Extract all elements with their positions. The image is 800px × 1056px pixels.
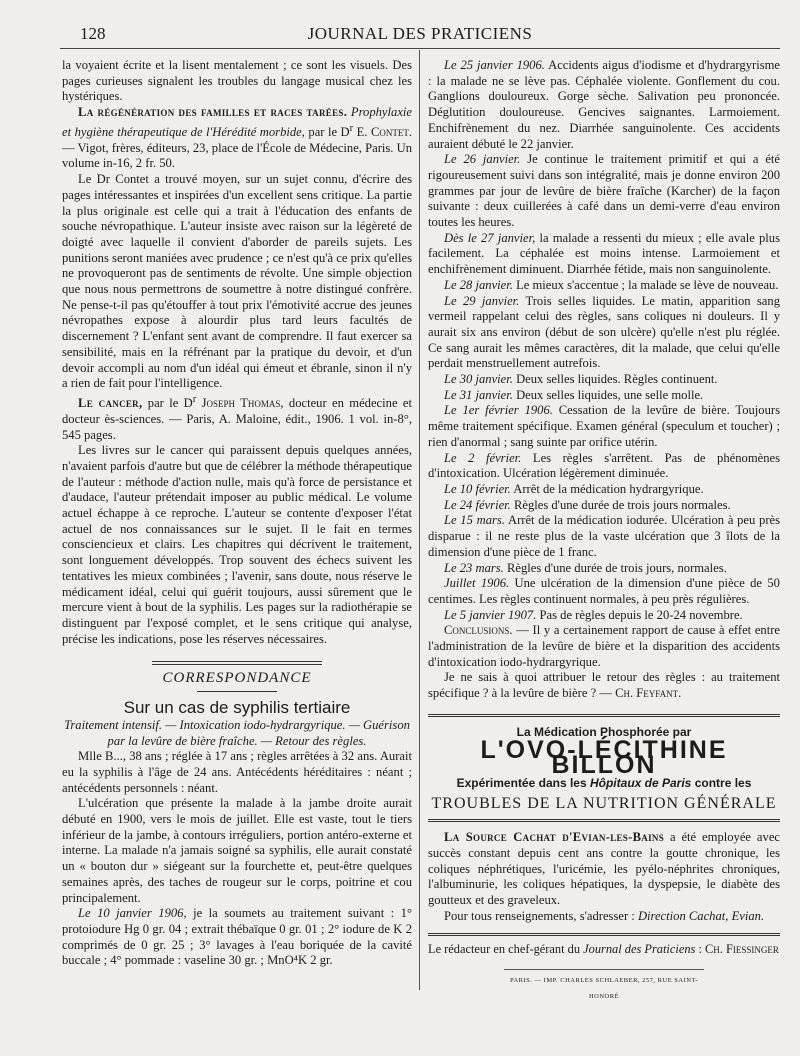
case-entry: Le 10 février. Arrêt de la médication hydrargyrique. xyxy=(444,481,704,496)
printer-imprint: PARIS. — IMP. CHARLES SCHLAEBER, 257, RUE SAINT-HONORÉ xyxy=(504,969,704,1004)
case-entry: Le 23 mars. Règles d'une durée de trois jours, normales. xyxy=(444,560,727,575)
paragraph: L'ulcération que présente la malade à la jambe droite aurait débuté en 1900, vers le mois de juillet. Elle est vaste, tout le tiers inférieur de la jambe, à contours irréguliers, portion antéro-externe et interne. La malade n'a jamais soigné sa syphilis, elle aurait constaté un « bouton dur » siégeant sur la fourchette et, peut-être quelques semaines après, des taches de rougeur sur le corps, poitrine et cou principalement. xyxy=(62,796,412,905)
page-number: 128 xyxy=(80,24,106,43)
paragraph: Le 10 janvier 1906, je la soumets au traitement suivant : 1° protoiodure Hg 0 gr. 04 ; extrait thébaïque 0 gr. 01 ; 2° iodure de K 2 comprimés de 0 gr. 25 ; 3° lavages à l'eau boriquée de la cavité buccale ; 4° pommade : vaseline 30 gr. ; MnO⁴K 2 gr. xyxy=(62,906,412,968)
case-entry: Le 26 janvier. Je continue le traitement primitif et qui a été rigoureusement suivi dans son intégralité, mais je donne environ 200 grammes par jour de levûre de bière fraîche (Karcher) de la façon suivante : deux cuillerées à café dans un demi-verre d'eau environ toutes les heures. xyxy=(428,152,780,230)
case-entry: Dès le 27 janvier, la malade a ressenti du mieux ; elle avale plus facilement. La céphalée est moins intense. Larmoiement et enchifrènement diminuent. Diarrhée fétide, mais non sanguinolente. xyxy=(428,230,780,277)
case-entry: Le 5 janvier 1907. Pas de règles depuis le 20-24 novembre. xyxy=(444,607,743,622)
ad-line: TROUBLES DE LA NUTRITION GÉNÉRALE xyxy=(431,794,777,812)
section-separator xyxy=(152,661,322,665)
closing-paragraph: Je ne sais à quoi attribuer le retour des règles : au traitement spécifique ? à la levûre de bière ? — Ch. Feyfant. xyxy=(428,670,780,701)
book-review-heading: La régénération des familles et races tarées. Prophylaxie et hygiène thérapeutique de l'Hérédité morbide, par le $D^r$ E. Contet. — Vigot, frères, éditeurs, 23, place de l'École de Médecine, Paris. Un volume in-16, 2 fr. 50. xyxy=(62,105,412,171)
paragraph: Les livres sur le cancer qui paraissent depuis quelques années, n'avaient parfois d'autre but que de célébrer la méthode thérapeutique de l'auteur : méthode d'action nulle, mais qu'à force de persistance et d'audace, l'auteur prétendait imposer au public médical. Le volume actuel échappe à ce reproche. L'auteur se contente d'exposer l'état actuel de nos connaissances sur le sujet. Il le fait en termes consciencieux et clairs. Les chapitres qui décrivent le traitement, sont longuement développés. Trop souvent des échecs suivent les tentatives les mieux combinées ; l'avenir, sans doute, nous réserve le médicament idéal, celui qui guérit toujours, aussi sûrement que le mercure vient à bout de la syphilis. Les pages sur la radiothérapie se distinguent par l'exposé complet, et le sens critique qui analyse, précise les indications, pose les réserves nécessaires. xyxy=(62,443,412,646)
case-entry: Le 31 janvier. Deux selles liquides, une selle molle. xyxy=(444,387,704,402)
left-column xyxy=(62,58,412,969)
case-entry: Juillet 1906. Une ulcération de la dimension d'une pièce de 50 centimes. Les règles continuent normales, à peu près régulières. xyxy=(428,576,780,606)
column-divider xyxy=(419,50,420,990)
case-entry: Le 25 janvier 1906. Accidents aigus d'iodisme et d'hydrargyrisme : la malade ne se lève pas. Céphalée violente. Gonflement du cou. Ganglions douloureux. Gorge sèche. Salivation peu prononcée. Déglutition douloureuse. Gencives saignantes. Larmoiement. Enchifrènement du nez. Diarrhée sanguinolente. Ces accidents auraient débuté le 22 janvier. xyxy=(428,58,780,151)
header-rule xyxy=(60,48,780,49)
article-title: Sur un cas de syphilis tertiaire xyxy=(123,698,351,718)
signature: Ch. Feyfant. xyxy=(615,686,682,701)
editor-line: Le rédacteur en chef-gérant du Journal des Praticiens : Ch. Fiessinger xyxy=(428,933,780,958)
case-entry: Le 1er février 1906. Cessation de la levûre de bière. Toujours même traitement spécifique. Examen général (speculum et toucher) ; rien d'anormal ; sang suinte par orifice utérin. xyxy=(428,403,780,449)
right-column xyxy=(428,58,780,1005)
case-entry: Le 28 janvier. Le mieux s'accentue ; la malade se lève de nouveau. xyxy=(444,277,779,292)
page-header xyxy=(60,24,780,46)
case-entry: Le 2 février. Les règles s'arrêtent. Pas de phénomènes d'intoxication. Ulcération légèrement diminuée. xyxy=(428,450,780,481)
case-entry: Le 29 janvier. Trois selles liquides. Le matin, apparition sang vermeil rappelant celui des règles, sans coliques ni douleurs. Il y aurait six ans environ (début de son ulcère) qu'elle n'est plu réglée. Ce sang aurait les mêmes caractères, dit la malade, que celui qu'elle perdait menstruellement autrefois. xyxy=(428,293,780,371)
article-subtitle: Traitement intensif. — Intoxication iodo-hydrargyrique. — Guérison par la levûre de bière fraîche. — Retour des règles. xyxy=(64,717,410,748)
advertisement-source-cachat xyxy=(428,819,780,924)
section-title: CORRESPONDANCE xyxy=(162,670,312,687)
book-review-heading: Le cancer, par le $D^r$ Joseph Thomas, docteur en médecine et docteur ès-sciences. — Paris, A. Maloine, édit., 1906. 1 vol. in-8°, 545 pages. xyxy=(62,393,412,442)
paragraph: Mlle B..., 38 ans ; réglée à 17 ans ; règles arrêtées à 32 ans. Aurait eu la syphilis à l'âge de 24 ans. Antécédents héréditaires : néant ; antécédents personnels : néant. xyxy=(62,749,412,795)
ad-line: Expérimentée dans les Hôpitaux de Paris contre les xyxy=(456,775,752,790)
case-entry: Le 30 janvier. Deux selles liquides. Règles continuent. xyxy=(444,372,718,387)
ad-paragraph: Pour tous renseignements, s'adresser : Direction Cachat, Evian. xyxy=(444,908,765,923)
advertisement-ovo-lecithine xyxy=(428,714,780,812)
paragraph: Le Dr Contet a trouvé moyen, sur un sujet connu, d'écrire des pages intéressantes et inspirées d'un excellent sens critique. La partie la plus originale est celle qui a trait à l'éducation des enfants de souche névropathique. L'auteur insiste avec raison sur la légèreté de doigté avec laquelle il convient d'aborder de pareils sujets. Les punitions seront maniées avec prudence ; ce n'est qu'à ce prix qu'elles ne provoqueront pas de sentiments de révolte. Une simple objection que nous nous permettrons de soumettre à notre distingué confrère. Ne pense-t-il pas qu'étouffer à tout prix l'émotivité accrue des jeunes névropathes expose à alourdir plus tard leurs facultés de discernement ? L'enfant sent avant de comprendre. Il faut exercer sa sensibilité, mais en la réfrénant par la pratique du devoir, et d'un devoir accompli au nom d'un idéal qui émeut et ébranle, sinon il n'y a rien de fait pour l'intelligence. xyxy=(62,172,412,391)
case-entry: Le 24 février. Règles d'une durée de trois jours normales. xyxy=(444,497,731,512)
section-rule xyxy=(197,691,277,692)
ad-headline: L'OVO-LÉCITHINE BILLON xyxy=(480,735,728,780)
ad-line: La Médication Phosphorée par xyxy=(516,724,692,739)
paragraph: la voyaient écrite et la lisent mentalement ; ce sont les visuels. Des pages curieuses signalent les troubles du langage musical chez les hystériques. xyxy=(62,58,412,104)
ad-paragraph: La Source Cachat d'Evian-les-Bains a été employée avec succès constant depuis cent ans contre la goutte chronique, les coliques néphrétiques, l'uricémie, les pyélo-néphrites chroniques, l'albuminurie, les coliques hépatiques, la dyspepsie, le diabète des goutteux et des graveleux. xyxy=(428,830,780,908)
case-entry: Le 15 mars. Arrêt de la médication iodurée. Ulcération à peu près disparue : il ne reste plus de la vaste ulcération que 3 îlots de la dimension d'une pièce de 1 franc. xyxy=(428,513,780,559)
conclusions: Conclusions. — Il y a certainement rapport de cause à effet entre l'administration de la levûre de bière et la disparition des accidents d'intoxication iodo-hydrargyrique. xyxy=(428,623,780,669)
journal-title: JOURNAL DES PRATICIENS xyxy=(307,24,533,43)
